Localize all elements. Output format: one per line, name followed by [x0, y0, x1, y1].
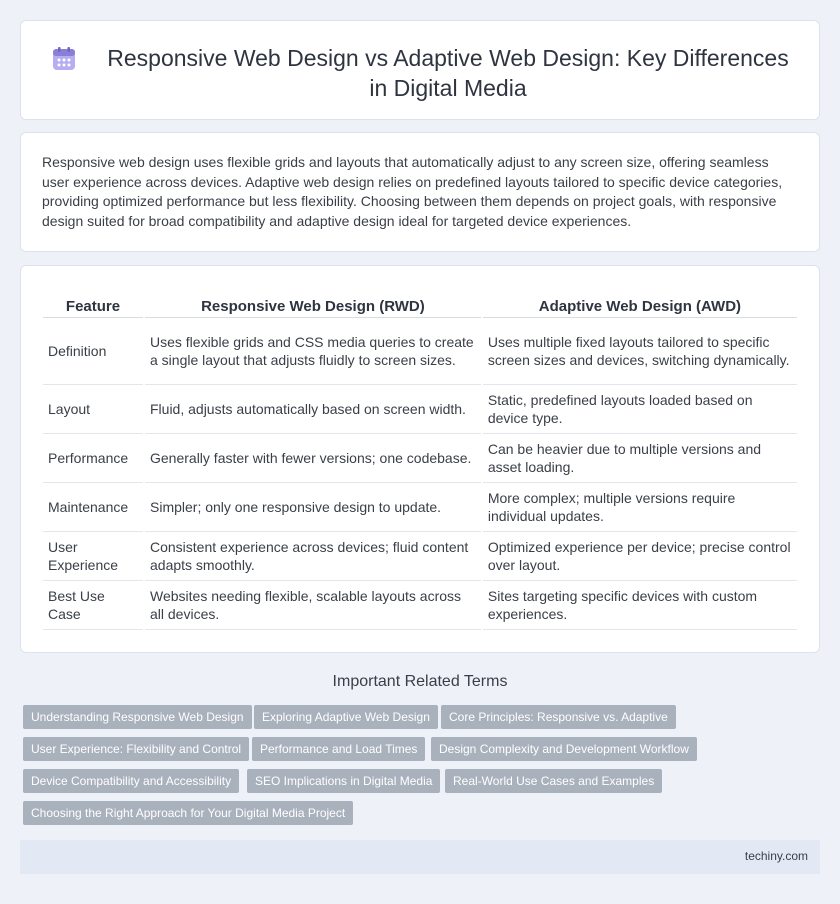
- page-title: Responsive Web Design vs Adaptive Web Design: Key Differences in Digital Media: [107, 45, 789, 101]
- related-term-tag[interactable]: Choosing the Right Approach for Your Digital Media Project: [23, 801, 353, 825]
- header-awd: Adaptive Web Design (AWD): [483, 296, 797, 318]
- table-row: [43, 385, 797, 434]
- rwd-cell: Fluid, adjusts automatically based on screen width.: [145, 385, 481, 434]
- related-term-tag[interactable]: Design Complexity and Development Workflow: [431, 737, 697, 761]
- awd-cell: Uses multiple fixed layouts tailored to specific screen sizes and devices, switching dynamically.: [483, 318, 797, 385]
- related-term-tag[interactable]: Real-World Use Cases and Examples: [445, 769, 662, 793]
- rwd-cell: Consistent experience across devices; fluid content adapts smoothly.: [145, 532, 481, 581]
- header-card: [20, 20, 820, 120]
- footer: [20, 840, 820, 874]
- intro-text: Responsive web design uses flexible grids and layouts that automatically adjust to any screen size, offering seamless user experience across devices. Adaptive web design relies on predefined layouts tailored to specific device categories, providing optimized performance but less flexibility. Choosing between them depends on project goals, with responsive design suited for broad compatibility and adaptive design ideal for targeted device experiences.: [42, 154, 783, 229]
- related-term-tag[interactable]: Exploring Adaptive Web Design: [254, 705, 438, 729]
- footer-brand[interactable]: techiny.com: [744, 849, 808, 863]
- feature-cell: Best Use Case: [43, 581, 143, 630]
- awd-cell: Static, predefined layouts loaded based on device type.: [483, 385, 797, 434]
- comparison-card: [20, 265, 820, 653]
- feature-cell: Performance: [43, 434, 143, 483]
- related-terms-title: Important Related Terms: [332, 673, 508, 690]
- related-term-tag[interactable]: Performance and Load Times: [252, 737, 425, 761]
- awd-cell: Can be heavier due to multiple versions and asset loading.: [483, 434, 797, 483]
- feature-cell: Definition: [43, 318, 143, 385]
- rwd-cell: Generally faster with fewer versions; one codebase.: [145, 434, 481, 483]
- table-row: [43, 434, 797, 483]
- related-term-tag[interactable]: SEO Implications in Digital Media: [247, 769, 440, 793]
- header-feature: Feature: [43, 296, 143, 318]
- feature-cell: Maintenance: [43, 483, 143, 532]
- awd-cell: Optimized experience per device; precise control over layout.: [483, 532, 797, 581]
- feature-cell: User Experience: [43, 532, 143, 581]
- comparison-table: [41, 296, 799, 630]
- rwd-cell: Websites needing flexible, scalable layouts across all devices.: [145, 581, 481, 630]
- intro-card: [20, 132, 820, 252]
- awd-cell: More complex; multiple versions require individual updates.: [483, 483, 797, 532]
- related-term-tag[interactable]: Device Compatibility and Accessibility: [23, 769, 239, 793]
- table-row: [43, 581, 797, 630]
- feature-cell: Layout: [43, 385, 143, 434]
- table-row: [43, 318, 797, 385]
- header-rwd: Responsive Web Design (RWD): [145, 296, 481, 318]
- related-term-tag[interactable]: Understanding Responsive Web Design: [23, 705, 252, 729]
- related-term-tag[interactable]: Core Principles: Responsive vs. Adaptive: [441, 705, 676, 729]
- table-header-row: [43, 296, 797, 318]
- awd-cell: Sites targeting specific devices with custom experiences.: [483, 581, 797, 630]
- table-row: [43, 483, 797, 532]
- rwd-cell: Simpler; only one responsive design to update.: [145, 483, 481, 532]
- table-row: [43, 532, 797, 581]
- rwd-cell: Uses flexible grids and CSS media queries to create a single layout that adjusts fluidly to screen sizes.: [145, 318, 481, 385]
- related-term-tag[interactable]: User Experience: Flexibility and Control: [23, 737, 249, 761]
